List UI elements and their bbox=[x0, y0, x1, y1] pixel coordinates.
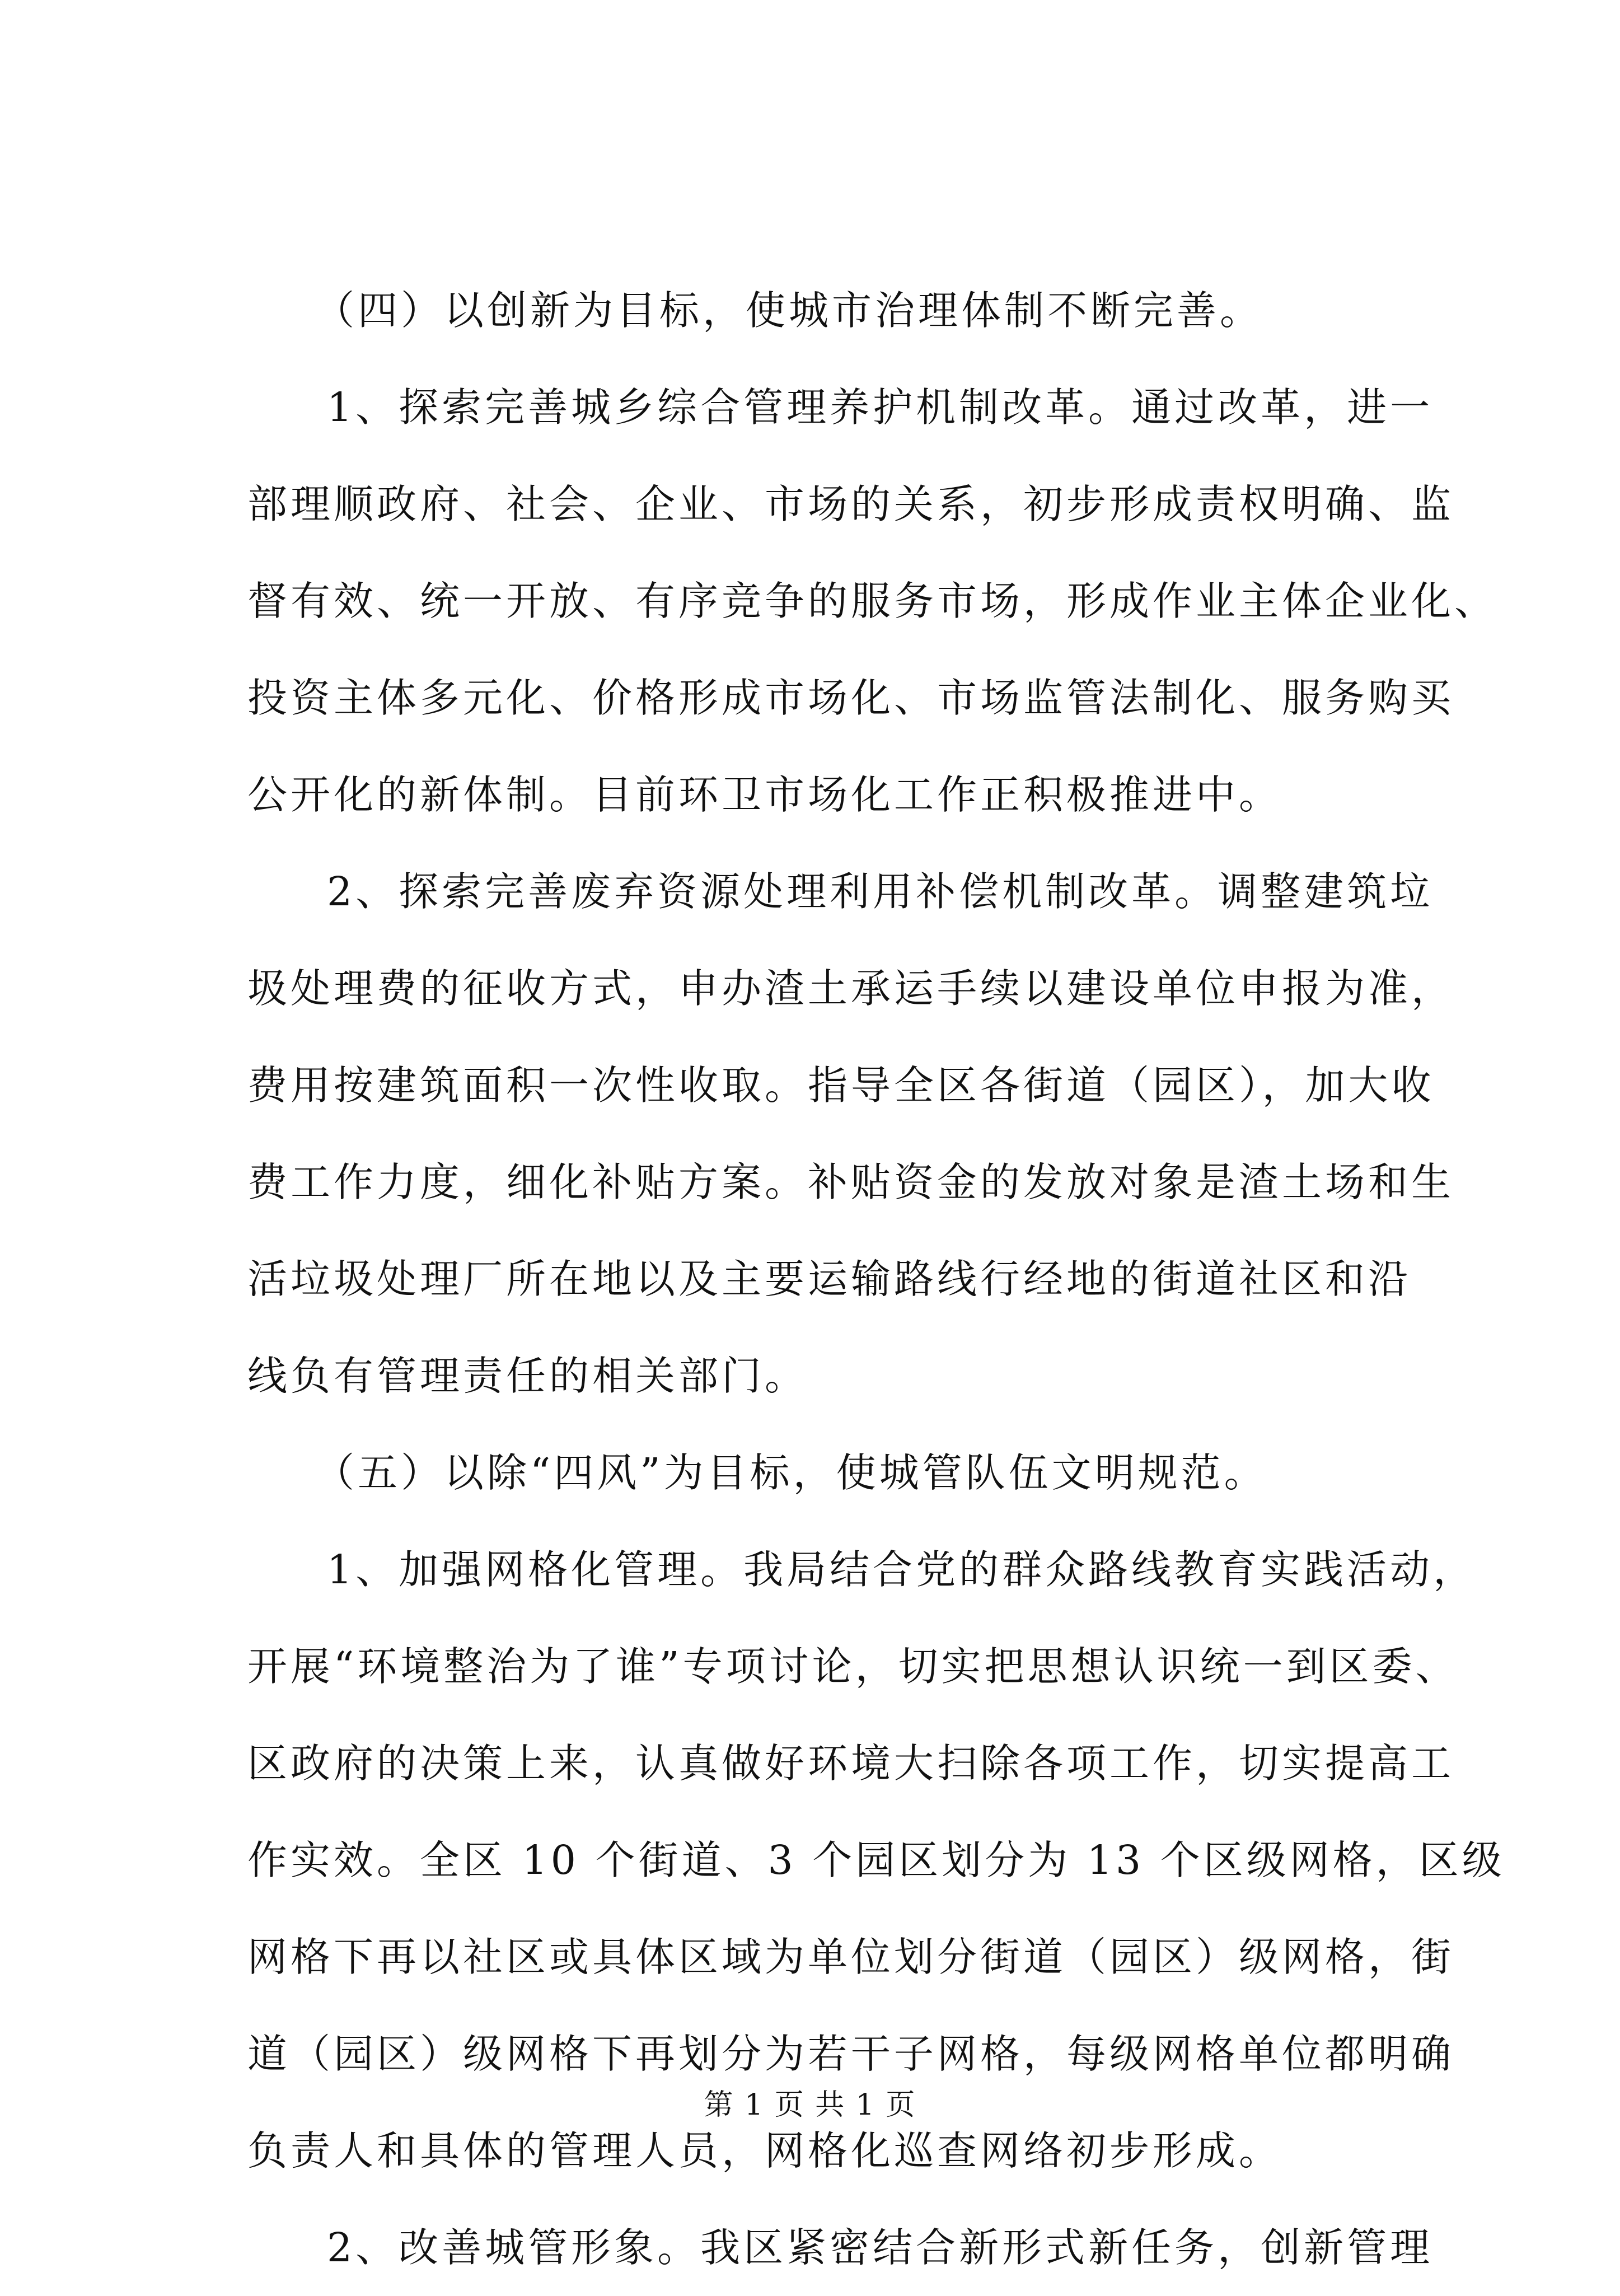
text-line: 圾处理费的征收方式，申办渣土承运手续以建设单位申报为准， bbox=[247, 965, 1455, 1012]
text-line: 1、探索完善城乡综合管理养护机制改革。通过改革，进一 bbox=[327, 384, 1434, 431]
section-heading-5 bbox=[247, 1424, 1434, 1521]
text-line: 公开化的新体制。目前环卫市场化工作正积极推进中。 bbox=[247, 771, 1282, 818]
text-line: 部理顺政府、社会、企业、市场的关系，初步形成责权明确、监 bbox=[247, 481, 1455, 527]
text-line: 2、改善城管形象。我区紧密结合新形式新任务，创新管理 bbox=[327, 2224, 1434, 2271]
text-line: 投资主体多元化、价格形成市场化、市场监管法制化、服务购买 bbox=[247, 675, 1455, 721]
text-line: 网格下再以社区或具体区域为单位划分街道（园区）级网格，街 bbox=[247, 1934, 1455, 1980]
text-line: 1、加强网格化管理。我局结合党的群众路线教育实践活动， bbox=[327, 1546, 1477, 1593]
page-number-footer: 第 1 页 共 1 页 bbox=[704, 2088, 916, 2122]
paragraph-item-5-2 bbox=[247, 2199, 1434, 2296]
text-line: 区政府的决策上来，认真做好环境大扫除各项工作，切实提高工 bbox=[247, 1740, 1455, 1787]
text-line: 负责人和具体的管理人员，网格化巡查网络初步形成。 bbox=[247, 2127, 1282, 2174]
paragraph-item-4-2 bbox=[247, 843, 1455, 1424]
text-line: 作实效。全区 10 个街道、3 个园区划分为 13 个区级网格，区级 bbox=[247, 1837, 1505, 1883]
text-line: 费工作力度，细化补贴方案。补贴资金的发放对象是渣土场和生 bbox=[247, 1159, 1455, 1205]
text-line: 道（园区）级网格下再划分为若干子网格，每级网格单位都明确 bbox=[247, 2031, 1455, 2077]
paragraph-item-4-1 bbox=[247, 359, 1498, 843]
text-line: （五）以除“四风”为目标，使城管队伍文明规范。 bbox=[315, 1449, 1267, 1496]
document-body bbox=[247, 262, 1505, 2296]
text-line: 2、探索完善废弃资源处理利用补偿机制改革。调整建筑垃 bbox=[327, 868, 1434, 915]
text-line: 线负有管理责任的相关部门。 bbox=[247, 1353, 808, 1399]
text-line: 督有效、统一开放、有序竞争的服务市场，形成作业主体企业化、 bbox=[247, 578, 1498, 624]
text-line: （四）以创新为目标，使城市治理体制不断完善。 bbox=[315, 287, 1263, 334]
section-heading-4 bbox=[247, 262, 1434, 359]
text-line: 费用按建筑面积一次性收取。指导全区各街道（园区），加大收 bbox=[247, 1062, 1435, 1109]
text-line: 开展“环境整治为了谁”专项讨论，切实把思想认识统一到区委、 bbox=[247, 1643, 1459, 1690]
text-line: 活垃圾处理厂所在地以及主要运输路线行经地的街道社区和沿 bbox=[247, 1256, 1412, 1302]
